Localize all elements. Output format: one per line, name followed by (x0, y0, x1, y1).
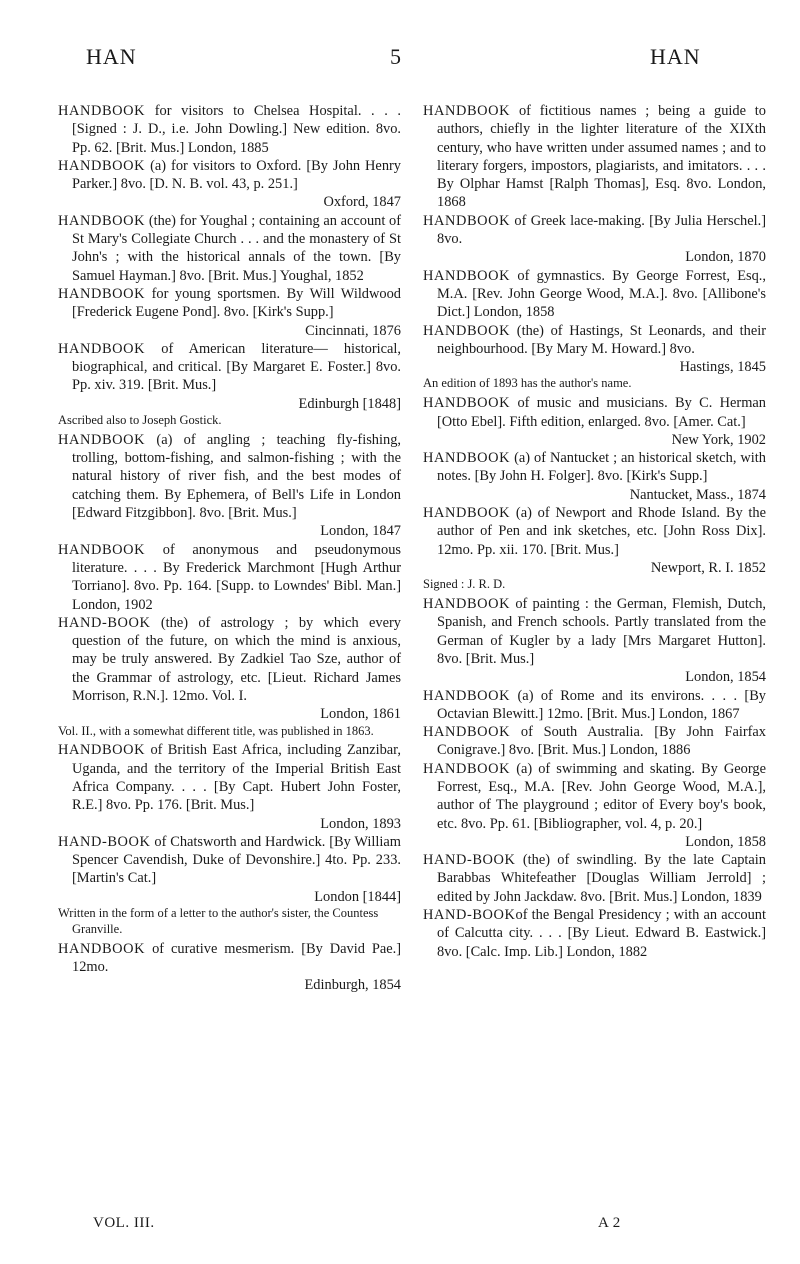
catalog-entry (423, 102, 766, 212)
entry-text: (the) of swindling. By the late Captain Barabbas Whitefeather [Douglas William Jerrold] ; edited by John Jackdaw. 8vo. [Brit. Mus.] London, 1839 (437, 852, 766, 905)
catalog-entry (423, 267, 766, 322)
entry-imprint: New York, 1902 (671, 431, 766, 448)
entry-text: of fictitious names ; being a guide to authors, chiefly in the lighter literature of the XIXth century, who have written under assumed names ; and to literary forgers, impostors, plagiarists, and imitators. . . . By Olphar Hamst [Ralph Thomas], Esq. 8vo. London, 1868 (437, 103, 766, 211)
catalog-entry (423, 760, 766, 851)
entry-headword: HANDBOOK (58, 340, 146, 357)
entry-text: of music and musicians. By C. Herman [Otto Ebel]. Fifth edition, enlarged. 8vo. [Amer. Cat.] (437, 395, 766, 430)
entry-headword: HANDBOOK (58, 431, 146, 448)
entry-imprint: Nantucket, Mass., 1874 (629, 486, 766, 503)
entry-note: An edition of 1893 has the author's name. (423, 376, 632, 391)
catalog-entry (58, 340, 401, 413)
entry-text: of South Australia. [By John Fairfax Conigrave.] 8vo. [Brit. Mus.] London, 1886 (437, 724, 766, 759)
entry-text: (a) of swimming and skating. By George Forrest, Esq., M.A. [Rev. John George Wood, M.A.], author of The playground ; editor of Every boy's book, etc. 8vo. Pp. 61. [Bibliographer, vol. 4, p. 20.] (437, 760, 766, 832)
catalog-entry (423, 212, 766, 267)
entry-text: of curative mesmerism. [By David Pae.] 12mo. (72, 940, 401, 975)
entry-headword: HAND-BOOK (58, 614, 151, 631)
catalog-entry (58, 940, 401, 995)
catalog-entry (58, 285, 401, 340)
entry-headword: HANDBOOK (423, 267, 511, 284)
entry-text: for visitors to Chelsea Hospital. . . . [Signed : J. D., i.e. John Dowling.] New edition. 8vo. Pp. 62. [Brit. Mus.] London, 1885 (72, 103, 401, 156)
entry-text: (the) of Hastings, St Leonards, and their neighbourhood. [By Mary M. Howard.] 8vo. (437, 322, 766, 357)
catalog-entry (58, 431, 401, 541)
entry-note: Written in the form of a letter to the author's sister, the Countess Granville. (58, 906, 379, 936)
entry-headword: HANDBOOK (423, 395, 511, 412)
entry-text: (the) of astrology ; by which every question of the future, on which the mind is anxious, may be truly answered. By Zadkiel Tao Sze, author of the Grammar of astrology, etc. [Lieut. Richard James Morrison, R.N.]. 12mo. Vol. I. (72, 614, 401, 704)
entry-imprint: London, 1854 (685, 669, 766, 686)
entry-headword: HANDBOOK (58, 157, 146, 174)
entry-imprint: London, 1861 (320, 706, 401, 723)
entry-headword: HANDBOOK (58, 940, 146, 957)
entry-imprint: Hastings, 1845 (679, 359, 766, 376)
footer-signature: A 2 (598, 1215, 621, 1231)
entry-text: (a) of Nantucket ; an historical sketch, with notes. [By John H. Folger]. 8vo. [Kirk's Supp.] (437, 450, 766, 485)
entry-text: of British East Africa, including Zanzibar, Uganda, and the territory of the Imperial British East Africa Company. . . . [By Capt. Hubert John Foster, R.E.] 8vo. Pp. 176. [Brit. Mus.] (72, 742, 401, 814)
left-column (58, 102, 401, 995)
entry-imprint: Oxford, 1847 (323, 194, 401, 211)
catalog-entry (423, 595, 766, 686)
catalog-entry (58, 741, 401, 832)
catalog-entry (423, 449, 766, 504)
entry-headword: HANDBOOK (58, 285, 146, 302)
entry-headword: HAND-BOOK (423, 852, 516, 869)
entry-text: of anonymous and pseudonymous literature. . . . By Frederick Marchmont [Hugh Arthur Torriano]. 8vo. Pp. 164. [Supp. to Lowndes' Bibl. Man.] London, 1902 (72, 541, 401, 613)
entry-headword: HANDBOOK (423, 760, 511, 777)
entry-headword: HANDBOOK (423, 103, 511, 119)
catalog-entry (58, 157, 401, 212)
entry-text: of Chatsworth and Hardwick. [By William Spencer Cavendish, Duke of Devonshire.] 4to. Pp. 233. [Martin's Cat.] (72, 833, 401, 887)
entry-imprint: London, 1870 (685, 249, 766, 266)
entry-text: of painting : the German, Flemish, Dutch, Spanish, and French schools. Partly translated from the German of Kugler by a lady [Mrs Margaret Hutton]. 8vo. [Brit. Mus.] (437, 596, 766, 667)
catalog-entry (58, 102, 401, 157)
entry-imprint: Newport, R. I. 1852 (650, 559, 766, 576)
entry-headword: HANDBOOK (423, 212, 511, 229)
entry-headword: HANDBOOK (423, 322, 511, 339)
entry-text: of Greek lace-making. [By Julia Herschel.] 8vo. (437, 212, 766, 248)
entry-headword: HANDBOOK (58, 742, 146, 759)
running-header (0, 44, 800, 70)
entry-text: (a) for visitors to Oxford. [By John Henry Parker.] 8vo. [D. N. B. vol. 43, p. 251.] (72, 157, 401, 193)
entry-text: (a) of angling ; teaching fly-fishing, trolling, bottom-fishing, and salmon-fishing ; with the natural history of river fish, and the best modes of catching them. By Ephemera, of Bell's Life in London [Edward Fitzgibbon]. 8vo. [Brit. Mus.] (72, 431, 401, 522)
entry-headword: HANDBOOK (423, 505, 511, 522)
entry-imprint: Cincinnati, 1876 (305, 322, 401, 339)
entry-headword: HANDBOOK (423, 687, 511, 704)
entry-headword: HANDBOOK (58, 103, 146, 119)
entry-headword: HANDBOOK (423, 596, 511, 613)
entry-imprint: Edinburgh, 1854 (304, 977, 401, 994)
entry-imprint: London, 1893 (320, 815, 401, 832)
entry-text: of the Bengal Presidency ; with an account of Calcutta city. . . . [By Lieut. Edward B. Eastwick.] 8vo. [Calc. Imp. Lib.] London, 1882 (437, 907, 766, 960)
catalog-entry (58, 614, 401, 724)
right-column (423, 102, 766, 961)
entry-note: Ascribed also to Joseph Gostick. (58, 413, 222, 428)
page-number: 5 (390, 44, 402, 69)
catalog-entry (423, 687, 766, 724)
entry-text: for young sportsmen. By Will Wildwood [Frederick Eugene Pond]. 8vo. [Kirk's Supp.] (72, 285, 401, 321)
entry-imprint: Edinburgh [1848] (298, 395, 401, 412)
entry-text: (a) of Newport and Rhode Island. By the author of Pen and ink sketches, etc. [John Ross Dix]. 12mo. Pp. xii. 170. [Brit. Mus.] (437, 505, 766, 558)
entry-headword: HAND-BOOK (58, 833, 151, 850)
entry-headword: HAND-BOOK (423, 907, 516, 924)
entry-text: of American literature— historical, biographical, and critical. [By Margaret E. Foster.] 8vo. Pp. xiv. 319. [Brit. Mus.] (72, 340, 401, 394)
catalog-entry (423, 322, 766, 377)
entry-headword: HANDBOOK (423, 450, 511, 467)
catalog-entry (423, 394, 766, 449)
catalog-entry (58, 541, 401, 614)
footer-volume: VOL. III. (93, 1215, 155, 1231)
entry-headword: HANDBOOK (58, 212, 146, 229)
entry-text: of gymnastics. By George Forrest, Esq., M.A. [Rev. John George Wood, M.A.]. 8vo. [Allibone's Dict.] London, 1858 (437, 267, 766, 321)
catalog-entry (423, 851, 766, 906)
catalog-entry (423, 906, 766, 961)
catalog-entry (423, 723, 766, 760)
entry-note: Signed : J. R. D. (423, 577, 506, 592)
entry-imprint: London, 1858 (685, 833, 766, 850)
catalog-entry (58, 212, 401, 285)
entry-headword: HANDBOOK (423, 724, 511, 741)
header-right-catchword: HAN (650, 44, 701, 69)
catalog-entry (423, 504, 766, 577)
entry-headword: HANDBOOK (58, 541, 146, 558)
entry-note: Vol. II., with a somewhat different title, was published in 1863. (58, 723, 374, 738)
entry-text: (the) for Youghal ; containing an account of St Mary's Collegiate Church . . . and the monastery of St John's ; with the historical annals of the town. [By Samuel Hayman.] 8vo. [Brit. Mus.] Youghal, 1852 (72, 212, 401, 284)
catalog-entry (58, 833, 401, 906)
entry-imprint: London [1844] (314, 888, 401, 905)
entry-imprint: London, 1847 (320, 523, 401, 540)
header-left-catchword: HAN (86, 44, 137, 69)
entry-text: (a) of Rome and its environs. . . . [By Octavian Blewitt.] 12mo. [Brit. Mus.] London, 1867 (437, 687, 766, 722)
